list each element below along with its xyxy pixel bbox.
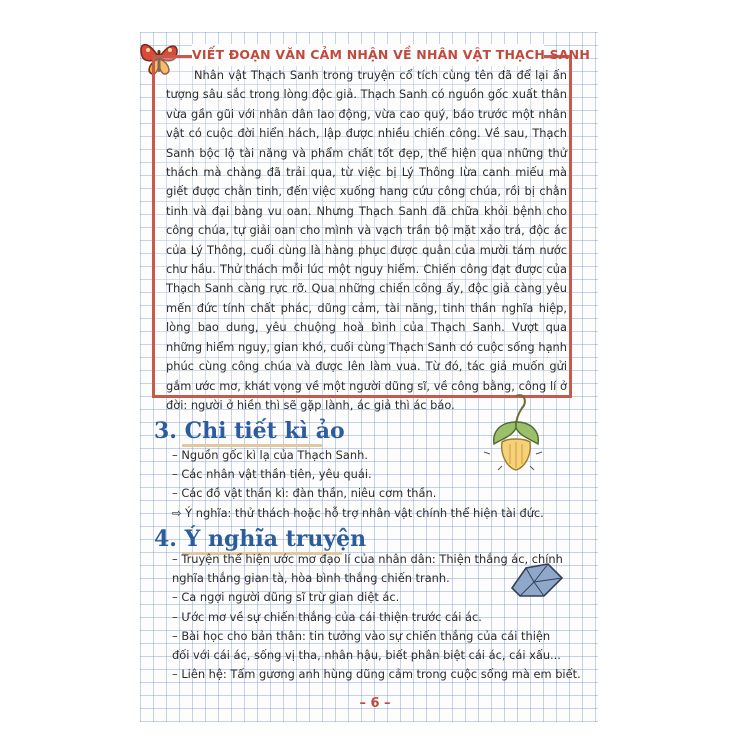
list-item: – Ước mơ về sự chiến thắng của cái thiện trước cái ác. xyxy=(172,609,482,624)
list-item: – Các nhân vật thần tiên, yêu quái. xyxy=(172,467,372,482)
essay-paragraph: Nhân vật Thạch Sanh trong truyện cổ tích cùng tên đã để lại ấn tượng sâu sắc trong lòng độc giả. Thạch Sanh có nguồn gốc xuất thân vừa gần gũi với nhân dân lao động, vừa cao quý, báo trước một nhân vật có cuộc đời hiển hách, lập được nhiều chiến công. Về sau, Thạch Sanh bộc lộ tài năng và phẩm chất tốt đẹp, thể hiện qua những thử thách mà chàng đã trải qua, từ việc bị Lý Thông lừa canh miếu mà giết được chằn tinh, đến việc xuống hang cứu công chúa, rồi bị chằn tinh và đại bàng vu oan. Nhưng Thạch Sanh đã chữa khỏi bệnh cho công chúa, tự giải oan cho mình và vạch trần bộ mặt xảo trá, độc ác của Lý Thông, cuối cùng là hàng phục được quân của mười tám nước chư hầu. Thử thách mỗi lúc một nguy hiểm. Chiến công đạt được của Thạch Sanh càng rực rỡ. Qua những chiến công ấy, độc giả càng yêu mến đức tính chất phác, dũng cảm, tài năng, tinh thần nghĩa hiệp, lòng bao dung, yêu chuộng hoà bình của Thạch Sanh. Vượt qua những hiểm nguy, gian khó, cuối cùng Thạch Sanh có cuộc sống hạnh phúc cùng công chúa và được lên làm vua. Từ đó, tác giả muốn gửi gắm ước mơ, khát vọng về một người dũng sĩ, về công bằng, công lí ở đời: người ở hiền thì sẽ gặp lành, ác giả thì ác báo. xyxy=(166,68,567,412)
list-item: nghĩa thắng gian tà, hòa bình thắng chiến tranh. xyxy=(172,571,450,586)
section-4-heading xyxy=(154,526,454,552)
crystal-icon xyxy=(508,560,564,600)
page-number: – 6 – xyxy=(359,696,391,711)
list-item: đối với cái ác, sống vị tha, nhân hậu, biết phân biệt cái ác, cái xấu... xyxy=(172,648,561,663)
list-item: ⇨ Ý nghĩa: thử thách hoặc hỗ trợ nhân vật chính thể hiện tài đức. xyxy=(172,505,544,520)
section-3-heading xyxy=(154,418,454,444)
section-3-heading-text: 3. Chi tiết kì ảo xyxy=(154,418,345,444)
list-item: – Liên hệ: Tấm gương anh hùng dũng cảm trong cuộc sống mà em biết. xyxy=(172,667,581,682)
section-4-heading-text: 4. Ý nghĩa truyện xyxy=(154,526,367,552)
list-item: – Truyện thể hiện ước mơ đạo lí của nhân dân: Thiện thắng ác, chính xyxy=(172,552,563,566)
list-item: – Ca ngợi người dũng sĩ trừ gian diệt ác. xyxy=(172,590,400,605)
list-item: – Bài học cho bản thân: tin tưởng vào sự chiến thắng của cái thiện xyxy=(172,628,551,643)
flower-icon xyxy=(480,392,550,474)
list-item: – Nguồn gốc kì lạ của Thạch Sanh. xyxy=(172,448,368,462)
list-item: – Các đồ vật thần kì: đàn thần, niêu cơm thần. xyxy=(172,486,437,501)
essay-box-title: VIẾT ĐOẠN VĂN CẢM NHẬN VỀ NHÂN VẬT THẠCH SANH xyxy=(192,44,544,66)
